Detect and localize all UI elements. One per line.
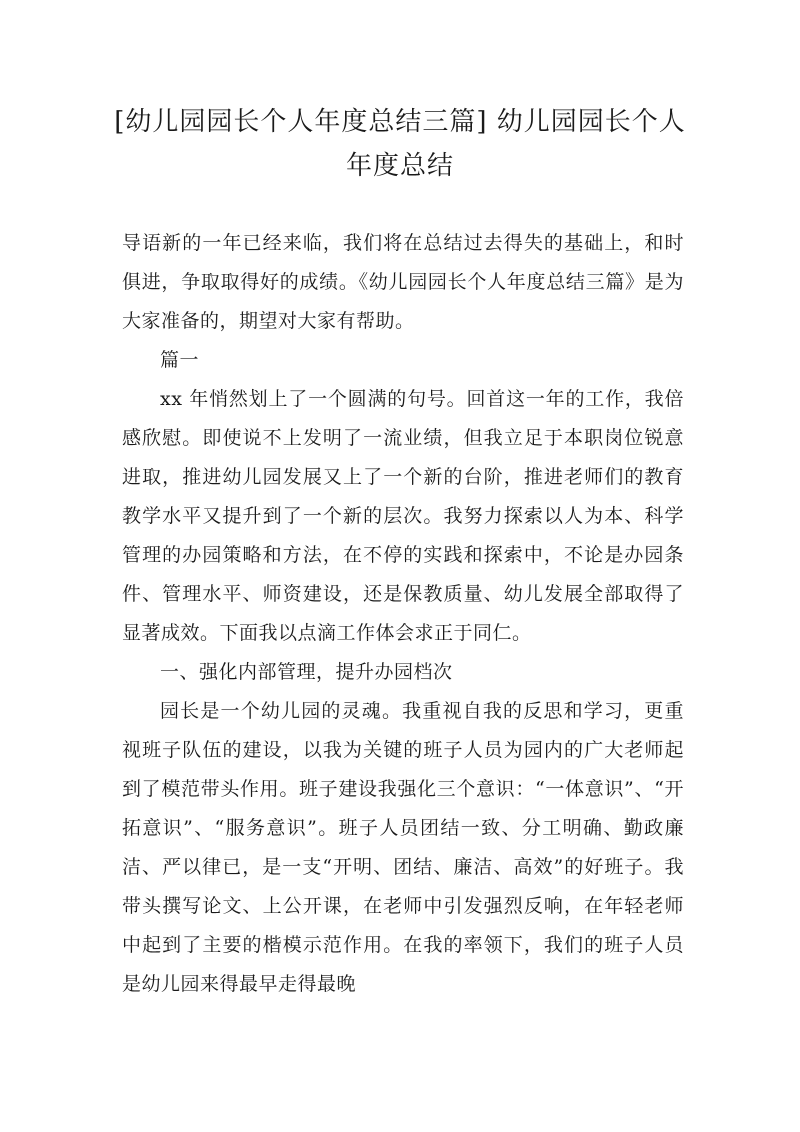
- body-paragraph: 园长是一个幼儿园的灵魂。我重视自我的反思和学习，更重视班子队伍的建设，以我为关键的班子人员为园内的广大老师起到了模范带头作用。班子建设我强化三个意识：“一体意识”、“开拓意识”、“服务意识”。班子人员团结一致、分工明确、勤政廉洁、严以律已，是一支“开明、团结、廉洁、高效”的好班子。我带头撰写论文、上公开课，在老师中引发强烈反响，在年轻老师中起到了主要的楷模示范作用。在我的率领下，我们的班子人员是幼儿园来得最早走得最晚: [122, 700, 684, 995]
- document-body: [122, 224, 684, 1004]
- section-heading-part-one: 篇一: [160, 349, 200, 371]
- body-paragraph: xx 年悄然划上了一个圆满的句号。回首这一年的工作，我倍感欣慰。即使说不上发明了一流业绩，但我立足于本职岗位锐意进取，推进幼儿园发展又上了一个新的台阶，推进老师们的教育教学水平又提升到了一个新的层次。我努力探索以人为本、科学管理的办园策略和方法，在不停的实践和探索中，不论是办园条件、管理水平、师资建设，还是保教质量、幼儿发展全部取得了显著成效。下面我以点滴工作体会求正于同仁。: [122, 388, 684, 644]
- section-heading-management: 一、强化内部管理，提升办园档次: [160, 661, 453, 683]
- intro-paragraph: 导语新的一年已经来临，我们将在总结过去得失的基础上，和时俱进，争取取得好的成绩。《幼儿园园长个人年度总结三篇》是为大家准备的，期望对大家有帮助。: [122, 232, 684, 332]
- document-title: [幼儿园园长个人年度总结三篇] 幼儿园园长个人年度总结: [114, 107, 686, 181]
